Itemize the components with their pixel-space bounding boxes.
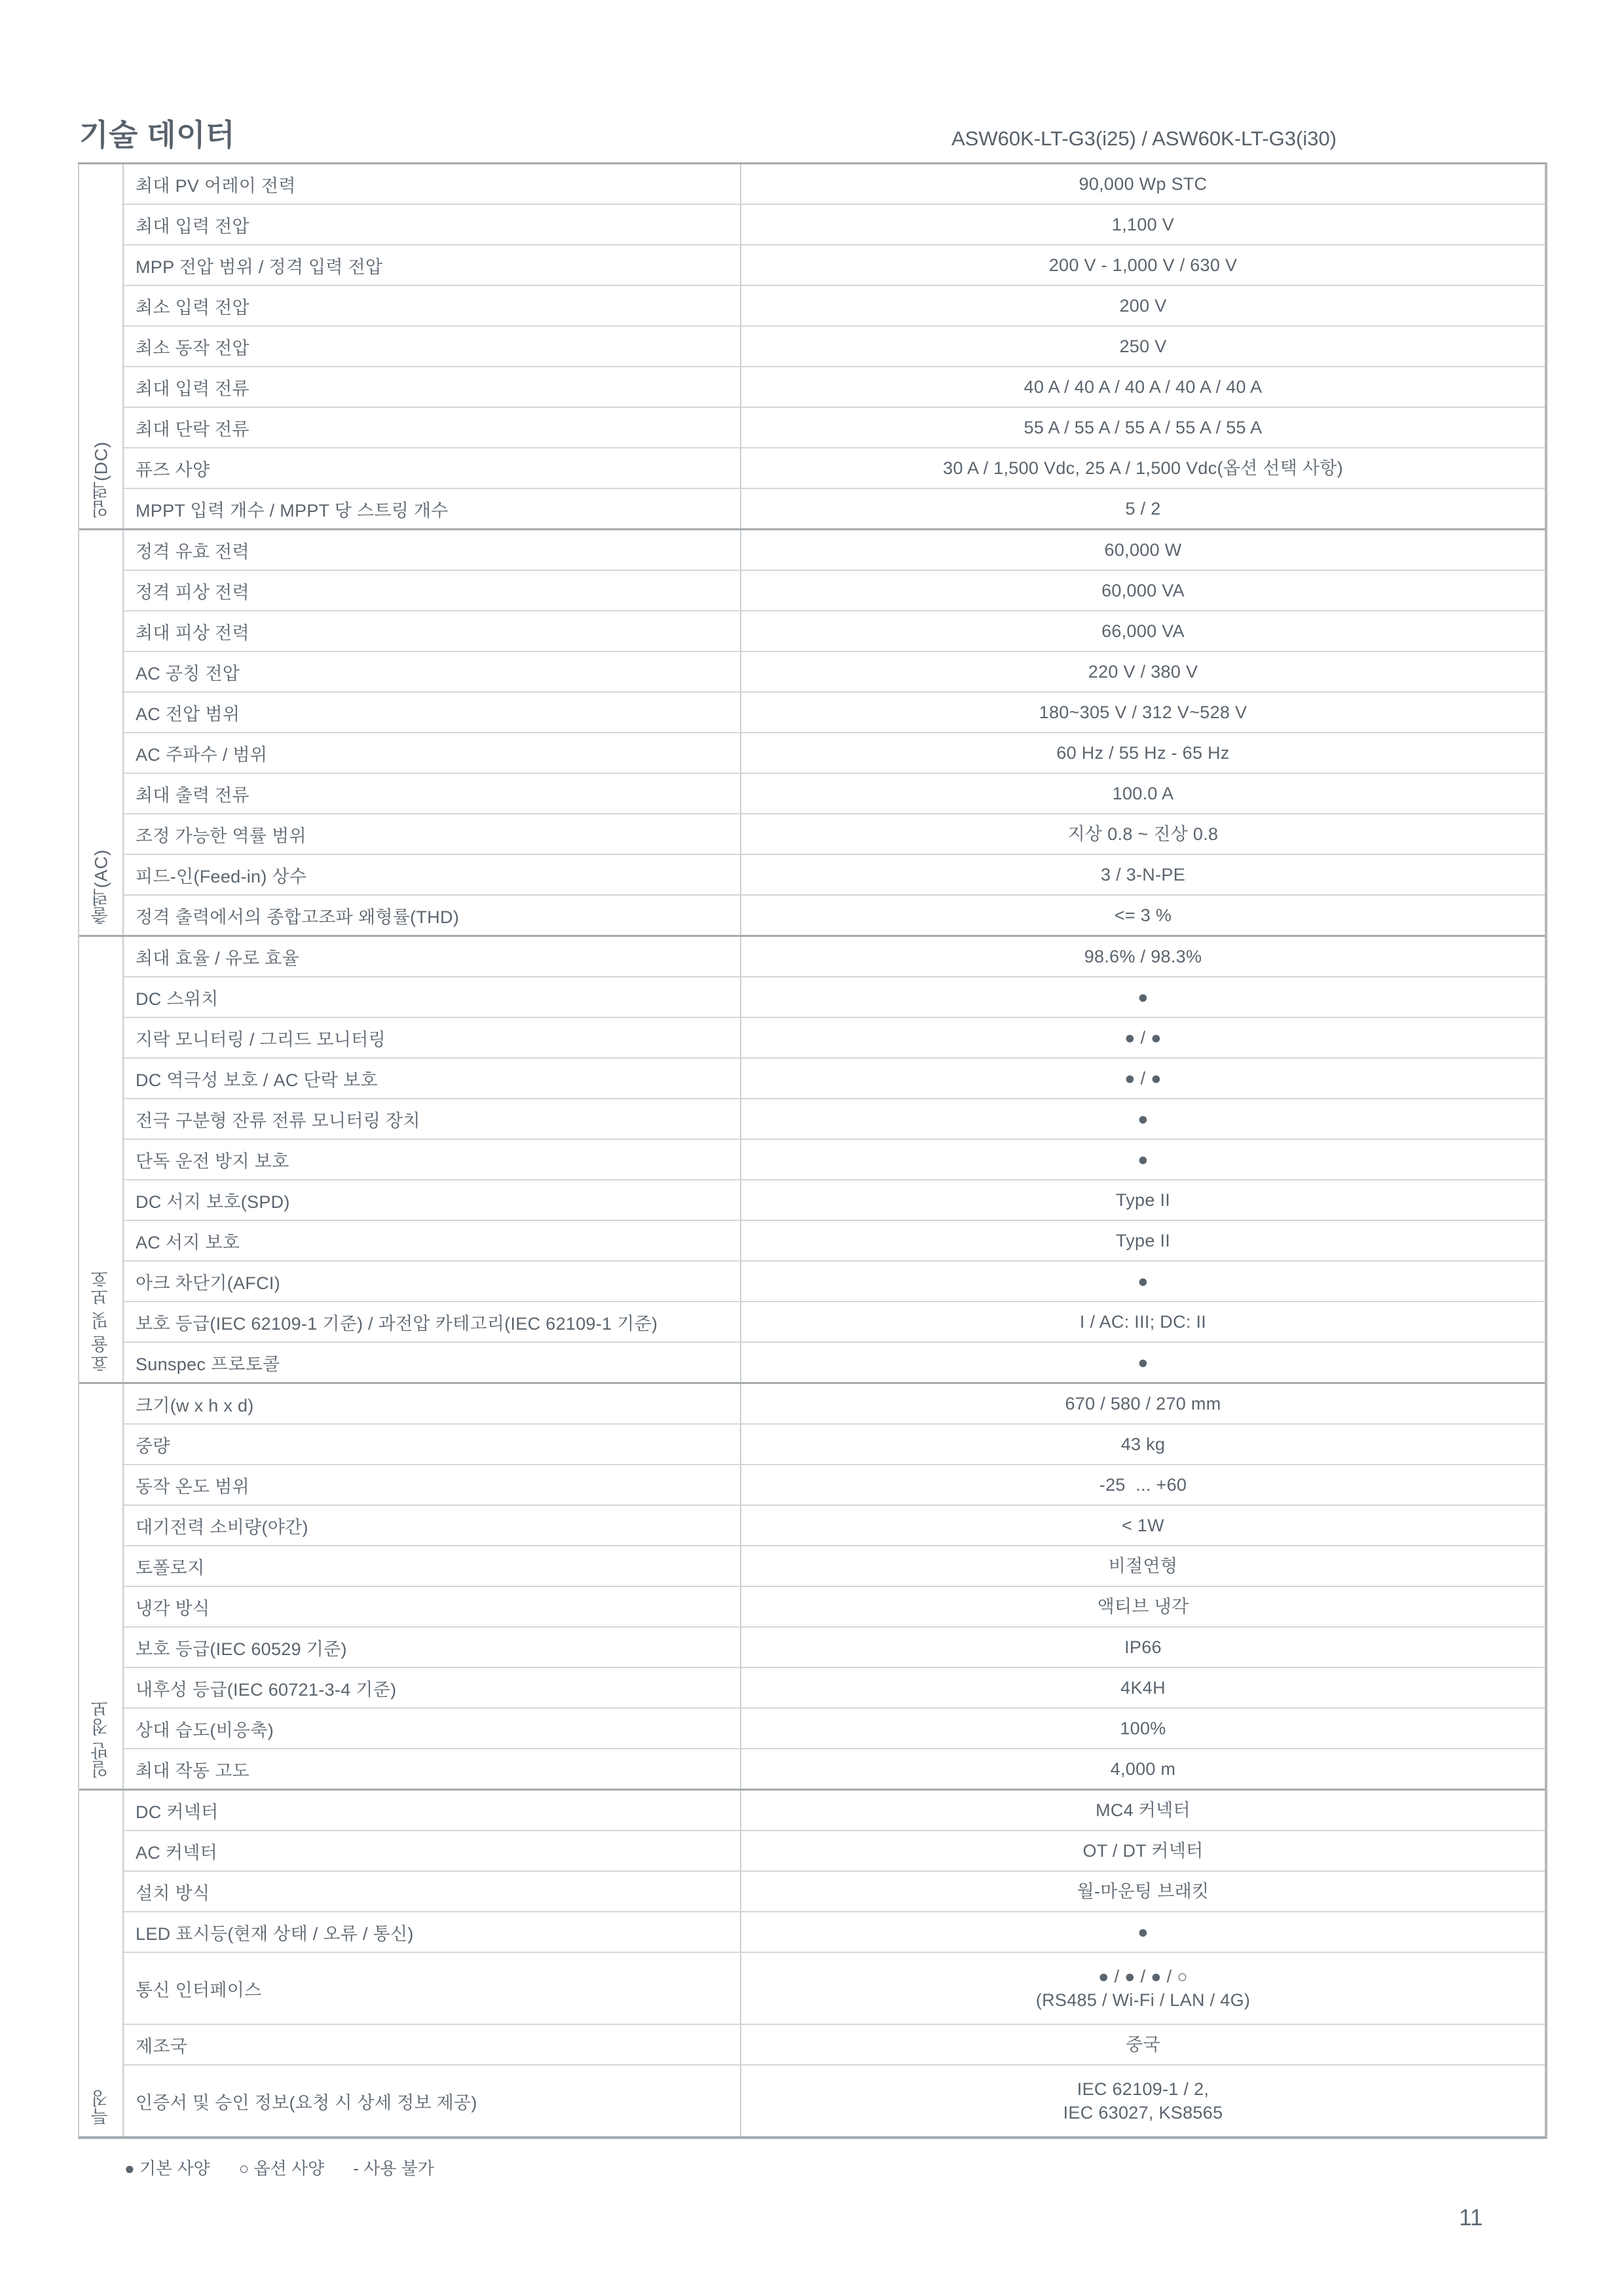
row-param: 보호 등급(IEC 60529 기준) — [136, 1639, 347, 1659]
legend-basic-spec: ● 기본 사양 — [124, 2159, 210, 2178]
section-label: 입력(DC) — [91, 441, 111, 518]
table-row — [124, 1872, 1545, 1912]
row-value-line: 5 / 2 — [1125, 498, 1161, 519]
row-value — [740, 530, 1545, 570]
row-param: DC 스위치 — [136, 989, 219, 1009]
row-value-line: 98.6% / 98.3% — [1084, 946, 1202, 966]
row-value-line: 55 A / 55 A / 55 A / 55 A / 55 A — [1024, 417, 1263, 437]
section-label-column — [79, 1384, 124, 1789]
table-section — [79, 937, 1545, 1384]
row-value — [740, 1302, 1545, 1341]
row-value — [740, 1953, 1545, 2024]
table-row — [124, 1668, 1545, 1709]
row-param: 최대 입력 전압 — [136, 216, 249, 236]
row-value — [740, 571, 1545, 610]
row-value-line: 220 V / 380 V — [1088, 661, 1198, 682]
row-value — [740, 1099, 1545, 1139]
row-value-line: 100.0 A — [1112, 783, 1174, 803]
table-row — [124, 1465, 1545, 1506]
row-param: 최대 단락 전류 — [136, 419, 249, 439]
row-value-line: 중국 — [1126, 2034, 1160, 2054]
row-value — [740, 1384, 1545, 1423]
table-row — [124, 1749, 1545, 1789]
row-param: 지락 모니터링 / 그리드 모니터링 — [136, 1029, 386, 1049]
row-value-line: ● / ● / ● / ○ — [1098, 1966, 1188, 1986]
row-value-line: 250 V — [1119, 336, 1167, 356]
table-row — [124, 1709, 1545, 1749]
table-row — [124, 367, 1545, 408]
row-value — [740, 1831, 1545, 1870]
row-value-line: IEC 63027, KS8565 — [1063, 2103, 1223, 2123]
row-value — [740, 693, 1545, 732]
section-label: 일반 정보 — [91, 1699, 111, 1778]
section-label-column — [79, 937, 124, 1382]
table-row — [124, 1628, 1545, 1668]
table-row — [124, 286, 1545, 327]
row-value-line: 60 Hz / 55 Hz - 65 Hz — [1056, 742, 1230, 763]
row-value-line: 월-마운팅 브래킷 — [1077, 1881, 1209, 1901]
table-row — [124, 1343, 1545, 1382]
row-param: 크기(w x h x d) — [136, 1395, 254, 1415]
table-row — [124, 1221, 1545, 1262]
row-value — [740, 814, 1545, 854]
row-param: 정격 출력에서의 종합고조파 왜형률(THD) — [136, 907, 460, 927]
row-param: 최대 PV 어레이 전력 — [136, 175, 296, 196]
row-value — [740, 733, 1545, 773]
section-label: 특징 — [91, 2089, 111, 2126]
row-value — [740, 1791, 1545, 1830]
row-value — [740, 1262, 1545, 1301]
row-value — [740, 1912, 1545, 1952]
table-section — [79, 1384, 1545, 1791]
table-row — [124, 1425, 1545, 1465]
table-row — [124, 571, 1545, 611]
row-param: 제조국 — [136, 2036, 188, 2056]
table-row — [124, 611, 1545, 652]
row-value — [740, 1587, 1545, 1626]
row-value-line: 비절연형 — [1108, 1556, 1178, 1576]
row-param: 아크 차단기(AFCI) — [136, 1273, 280, 1293]
table-row — [124, 1953, 1545, 2025]
row-value — [740, 205, 1545, 244]
row-value-line: ● — [1137, 1271, 1149, 1291]
section-label-column — [79, 164, 124, 528]
row-param: 동작 온도 범위 — [136, 1476, 249, 1497]
row-param: MPPT 입력 개수 / MPPT 당 스트링 개수 — [136, 500, 449, 520]
row-value — [740, 1343, 1545, 1382]
row-value — [740, 327, 1545, 366]
row-value-line: ● / ● — [1124, 1068, 1162, 1088]
row-value — [740, 1465, 1545, 1504]
table-row — [124, 1262, 1545, 1302]
row-param: 최소 동작 전압 — [136, 338, 249, 358]
row-value-line: 40 A / 40 A / 40 A / 40 A / 40 A — [1024, 376, 1263, 397]
row-value — [740, 1140, 1545, 1179]
table-row — [124, 530, 1545, 571]
row-value — [740, 448, 1545, 488]
row-param: 최대 출력 전류 — [136, 785, 249, 805]
section-label: 출력(AC) — [91, 848, 111, 924]
row-param: 정격 유효 전력 — [136, 541, 249, 562]
row-value — [740, 1628, 1545, 1667]
row-param: Sunspec 프로토콜 — [136, 1354, 280, 1374]
table-row — [124, 693, 1545, 733]
row-value-line: Type II — [1115, 1230, 1171, 1250]
section-label: 효율 및 보호 — [91, 1268, 111, 1372]
table-section — [79, 1791, 1545, 2136]
table-row — [124, 489, 1545, 528]
row-param: 정격 피상 전력 — [136, 582, 249, 602]
row-param: LED 표시등(현재 상태 / 오류 / 통신) — [136, 1923, 414, 1944]
row-value — [740, 896, 1545, 935]
row-value — [740, 977, 1545, 1017]
section-label-column — [79, 1791, 124, 2136]
table-row — [124, 1099, 1545, 1140]
section-rows — [124, 164, 1545, 528]
row-param: 최대 작동 고도 — [136, 1760, 249, 1781]
table-row — [124, 2025, 1545, 2066]
section-rows — [124, 1384, 1545, 1789]
row-value-line: 43 kg — [1120, 1434, 1166, 1454]
row-param: 중량 — [136, 1436, 170, 1456]
row-param: 최대 효율 / 유로 효율 — [136, 948, 300, 968]
table-row — [124, 1912, 1545, 1953]
row-param: 조정 가능한 역률 범위 — [136, 826, 306, 846]
row-param: 보호 등급(IEC 62109-1 기준) / 과전압 카테고리(IEC 62109-1 기준) — [136, 1313, 658, 1334]
row-param: AC 전압 범위 — [136, 704, 240, 724]
row-value — [740, 1221, 1545, 1260]
row-value — [740, 1749, 1545, 1789]
row-param: DC 커넥터 — [136, 1802, 219, 1822]
table-row — [124, 408, 1545, 448]
row-value-line: 90,000 Wp STC — [1079, 173, 1208, 194]
row-param: 냉각 방식 — [136, 1598, 210, 1618]
row-param: 내후성 등급(IEC 60721-3-4 기준) — [136, 1679, 397, 1700]
row-value — [740, 2066, 1545, 2136]
row-value-line: 액티브 냉각 — [1097, 1596, 1189, 1616]
section-label-column — [79, 530, 124, 935]
legend — [124, 2155, 434, 2179]
table-row — [124, 2066, 1545, 2136]
section-rows — [124, 937, 1545, 1382]
row-value-line: 60,000 W — [1104, 539, 1182, 560]
row-value-line: < 1W — [1122, 1515, 1164, 1535]
table-row — [124, 327, 1545, 367]
table-row — [124, 937, 1545, 977]
row-value-line: I / AC: III; DC: II — [1079, 1311, 1207, 1332]
row-param: DC 서지 보호(SPD) — [136, 1192, 290, 1212]
row-value-line: ● — [1137, 1352, 1149, 1372]
model-name: ASW60K-LT-G3(i25) / ASW60K-LT-G3(i30) — [951, 127, 1337, 150]
table-row — [124, 1831, 1545, 1872]
row-param: AC 커넥터 — [136, 1842, 218, 1863]
row-value-line: 1,100 V — [1111, 214, 1175, 234]
row-param: 최대 피상 전력 — [136, 623, 249, 643]
row-value-line: ● / ● — [1124, 1027, 1162, 1048]
row-param: AC 서지 보호 — [136, 1232, 240, 1252]
spec-table — [78, 162, 1547, 2139]
legend-optional-spec: ○ 옵션 사양 — [238, 2159, 325, 2178]
row-value-line: Type II — [1115, 1190, 1171, 1210]
row-param: MPP 전압 범위 / 정격 입력 전압 — [136, 257, 383, 277]
row-value — [740, 774, 1545, 813]
row-param: 설치 방식 — [136, 1883, 210, 1903]
row-value — [740, 1872, 1545, 1911]
page-title: 기술 데이터 — [79, 118, 235, 152]
row-param: 퓨즈 사양 — [136, 460, 210, 480]
row-value-line: ● — [1137, 1922, 1149, 1942]
table-row — [124, 1384, 1545, 1425]
row-value — [740, 652, 1545, 691]
row-value-line: IEC 62109-1 / 2, — [1077, 2079, 1209, 2099]
row-value-line: 670 / 580 / 270 mm — [1065, 1393, 1221, 1413]
row-value — [740, 1506, 1545, 1545]
row-param: 통신 인터페이스 — [136, 1980, 262, 2000]
row-value — [740, 937, 1545, 976]
row-param: 인증서 및 승인 정보(요청 시 상세 정보 제공) — [136, 2092, 477, 2113]
row-value-line: 66,000 VA — [1101, 621, 1185, 641]
row-value-line: 180~305 V / 312 V~528 V — [1039, 702, 1247, 722]
row-value-line: 3 / 3-N-PE — [1100, 864, 1186, 884]
row-value-line: ● — [1137, 987, 1149, 1007]
row-value — [740, 1059, 1545, 1098]
table-row — [124, 246, 1545, 286]
row-value — [740, 246, 1545, 285]
row-value — [740, 611, 1545, 651]
row-value-line: OT / DT 커넥터 — [1082, 1840, 1204, 1861]
table-row — [124, 814, 1545, 855]
row-value-line: IP66 — [1124, 1637, 1162, 1657]
table-section — [79, 530, 1545, 937]
row-value-line: ● — [1137, 1108, 1149, 1129]
row-value-line: 지상 0.8 ~ 진상 0.8 — [1067, 824, 1219, 844]
row-value-line: 60,000 VA — [1101, 580, 1185, 600]
row-value-line: MC4 커넥터 — [1096, 1800, 1190, 1820]
row-value — [740, 855, 1545, 894]
legend-not-available: - 사용 불가 — [353, 2159, 434, 2178]
row-value-line: -25 ... +60 — [1099, 1474, 1187, 1495]
table-row — [124, 855, 1545, 896]
row-value-line: ● — [1137, 1149, 1149, 1169]
table-row — [124, 205, 1545, 246]
row-param: 단독 운전 방지 보호 — [136, 1151, 289, 1171]
row-param: 최소 입력 전압 — [136, 297, 249, 318]
page-number: 11 — [1459, 2205, 1483, 2231]
row-value-line: 4,000 m — [1110, 1758, 1176, 1779]
row-value — [740, 1709, 1545, 1748]
row-value — [740, 408, 1545, 447]
row-param: 토폴로지 — [136, 1558, 205, 1578]
table-row — [124, 733, 1545, 774]
row-value — [740, 367, 1545, 407]
row-param: AC 주파수 / 범위 — [136, 744, 268, 765]
row-param: DC 역극성 보호 / AC 단락 보호 — [136, 1070, 378, 1090]
row-param: 전극 구분형 잔류 전류 모니터링 장치 — [136, 1110, 420, 1131]
table-row — [124, 774, 1545, 814]
row-value — [740, 286, 1545, 325]
row-value-line: 4K4H — [1120, 1677, 1166, 1698]
table-row — [124, 164, 1545, 205]
table-row — [124, 1140, 1545, 1180]
row-value-line: 100% — [1120, 1718, 1166, 1738]
row-value — [740, 2025, 1545, 2064]
table-row — [124, 977, 1545, 1018]
row-value — [740, 164, 1545, 204]
row-param: 상대 습도(비응축) — [136, 1720, 274, 1740]
table-row — [124, 448, 1545, 489]
table-row — [124, 1302, 1545, 1343]
table-row — [124, 1180, 1545, 1221]
row-value — [740, 1018, 1545, 1057]
row-param: 최대 입력 전류 — [136, 378, 249, 399]
table-row — [124, 652, 1545, 693]
row-value-line: 200 V - 1,000 V / 630 V — [1048, 255, 1238, 275]
row-value — [740, 1546, 1545, 1586]
table-row — [124, 896, 1545, 935]
table-row — [124, 1506, 1545, 1546]
row-param: 대기전력 소비량(야간) — [136, 1517, 308, 1537]
table-row — [124, 1546, 1545, 1587]
table-row — [124, 1018, 1545, 1059]
row-value — [740, 489, 1545, 528]
row-value-line: <= 3 % — [1114, 905, 1172, 925]
row-value-line: 200 V — [1119, 295, 1167, 316]
row-value-line: 30 A / 1,500 Vdc, 25 A / 1,500 Vdc(옵션 선택 사항) — [943, 458, 1343, 478]
table-row — [124, 1587, 1545, 1628]
row-value — [740, 1668, 1545, 1707]
table-section — [79, 164, 1545, 530]
row-param: 피드-인(Feed-in) 상수 — [136, 866, 307, 886]
section-rows — [124, 1791, 1545, 2136]
row-value — [740, 1425, 1545, 1464]
table-row — [124, 1059, 1545, 1099]
table-row — [124, 1791, 1545, 1831]
row-value — [740, 1180, 1545, 1220]
section-rows — [124, 530, 1545, 935]
row-value-line: (RS485 / Wi-Fi / LAN / 4G) — [1035, 1990, 1251, 2010]
row-param: AC 공칭 전압 — [136, 663, 240, 683]
